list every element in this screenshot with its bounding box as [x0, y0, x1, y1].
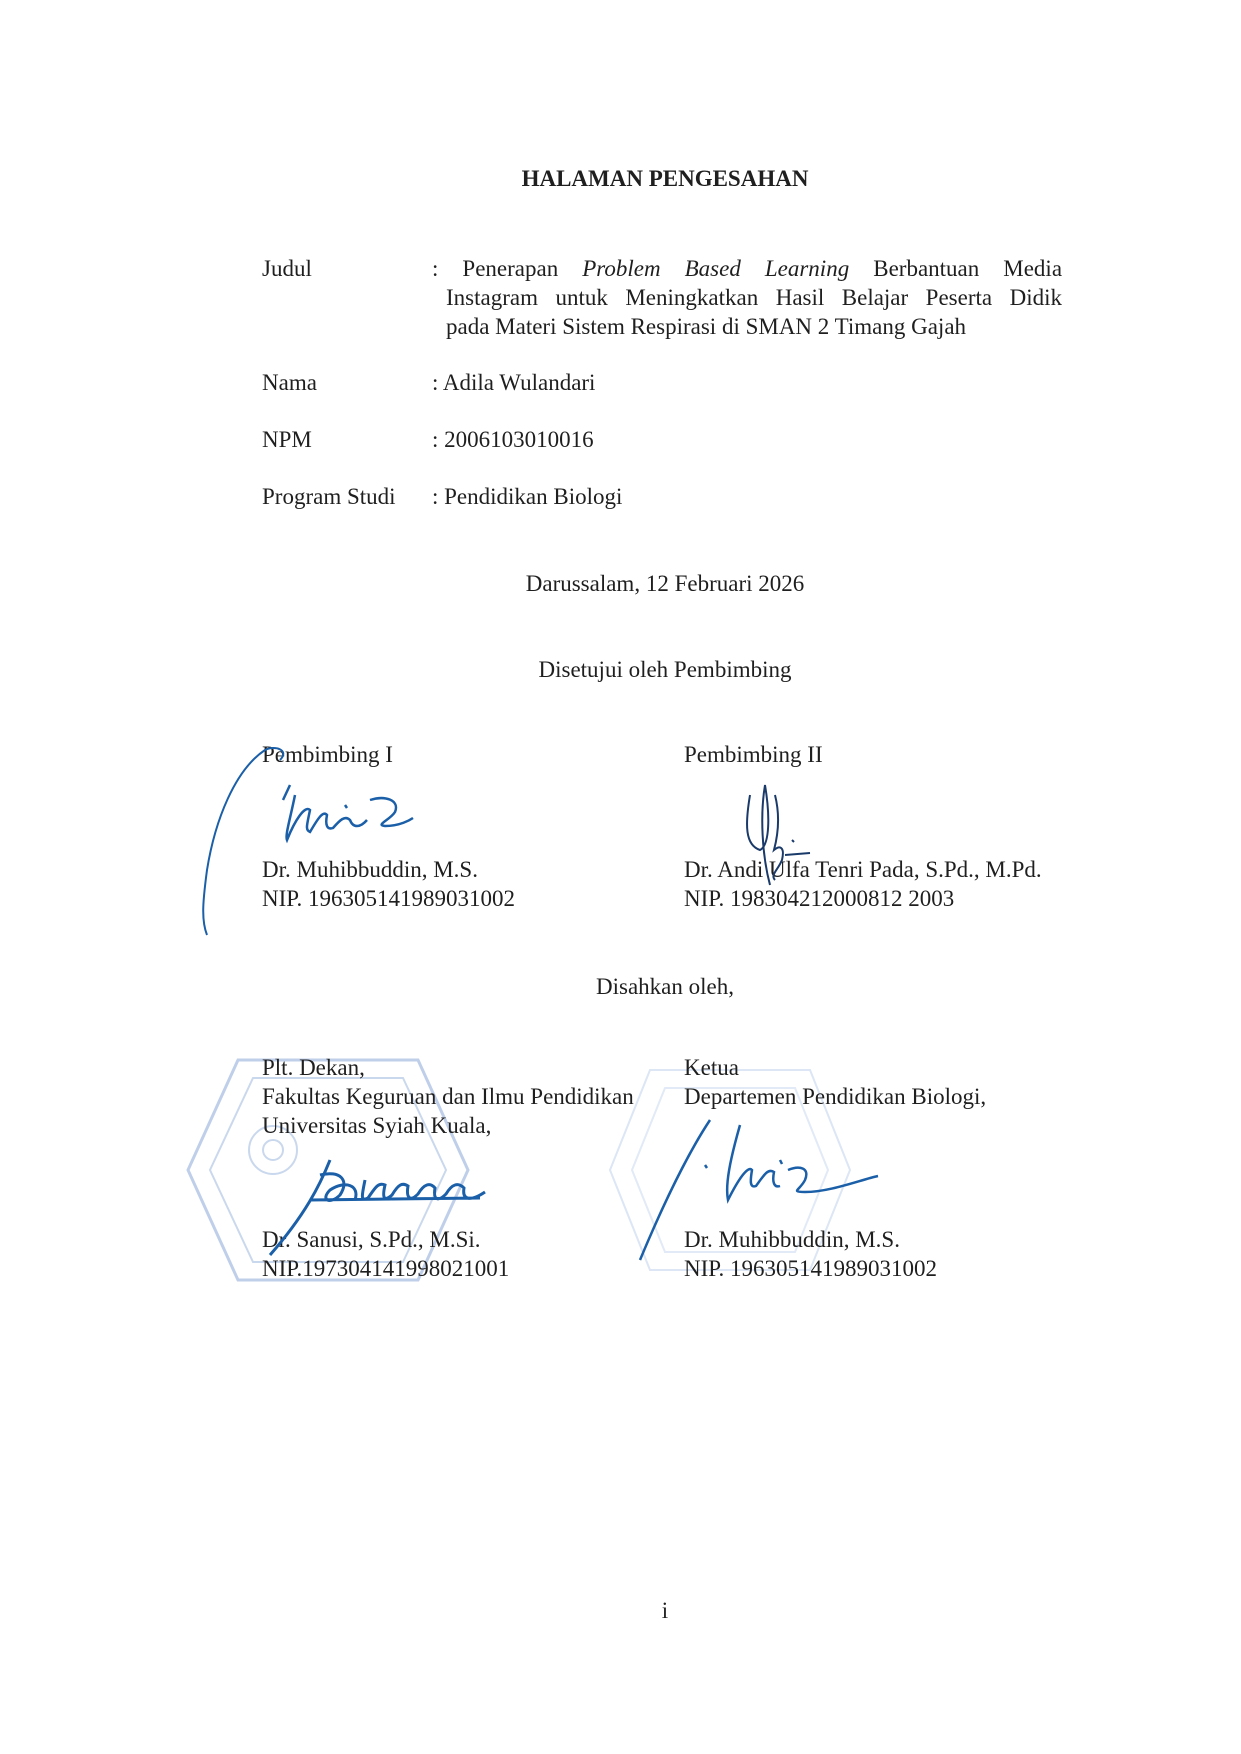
- judul-line1-italic: Problem Based Learning: [582, 256, 850, 281]
- ratified-by: Disahkan oleh,: [596, 974, 734, 999]
- place-date: Darussalam, 12 Februari 2026: [525, 571, 805, 596]
- nama-value: : Adila Wulandari: [432, 370, 596, 395]
- supervisor1-signature: [195, 740, 455, 940]
- judul-line1-b: Berbantuan Media: [873, 256, 1063, 281]
- judul-colon: :: [432, 256, 439, 281]
- dean-nip: NIP.197304141998021001: [262, 1256, 510, 1281]
- judul-line-3: pada Materi Sistem Respirasi di SMAN 2 Timang Gajah: [446, 314, 967, 339]
- page-title: HALAMAN PENGESAHAN: [521, 166, 809, 191]
- approved-by: Disetujui oleh Pembimbing: [538, 657, 792, 682]
- head-role-1: Ketua: [684, 1055, 739, 1080]
- head-name: Dr. Muhibbuddin, M.S.: [684, 1227, 900, 1252]
- page-number: i: [661, 1598, 669, 1623]
- dean-signature: [250, 1140, 530, 1270]
- supervisor1-name: Dr. Muhibbuddin, M.S.: [262, 857, 478, 882]
- supervisor2-role: Pembimbing II: [684, 742, 823, 767]
- dean-name: Dr. Sanusi, S.Pd., M.Si.: [262, 1227, 481, 1252]
- dean-role-3: Universitas Syiah Kuala,: [262, 1113, 492, 1138]
- dean-role-2: Fakultas Keguruan dan Ilmu Pendidikan: [262, 1084, 634, 1109]
- supervisor2-name: Dr. Andi Ulfa Tenri Pada, S.Pd., M.Pd.: [684, 857, 1042, 882]
- prodi-value: : Pendidikan Biologi: [432, 484, 623, 509]
- supervisor2-nip: NIP. 198304212000812 2003: [684, 886, 955, 911]
- head-role-2: Departemen Pendidikan Biologi,: [684, 1084, 987, 1109]
- head-signature: [630, 1110, 890, 1270]
- prodi-label: Program Studi: [262, 484, 396, 509]
- judul-line-1: [432, 256, 1062, 282]
- head-nip: NIP. 196305141989031002: [684, 1256, 938, 1281]
- supervisor1-nip: NIP. 196305141989031002: [262, 886, 516, 911]
- supervisor2-signature: [730, 775, 820, 905]
- npm-label: NPM: [262, 427, 312, 452]
- supervisor1-role: Pembimbing I: [262, 742, 393, 767]
- judul-line1-a: Penerapan: [462, 256, 559, 281]
- judul-label: Judul: [262, 256, 312, 281]
- npm-value: : 2006103010016: [432, 427, 594, 452]
- nama-label: Nama: [262, 370, 317, 395]
- dean-role-1: Plt. Dekan,: [262, 1055, 365, 1080]
- judul-line-2: Instagram untuk Meningkatkan Hasil Belajar Peserta Didik: [446, 285, 1062, 310]
